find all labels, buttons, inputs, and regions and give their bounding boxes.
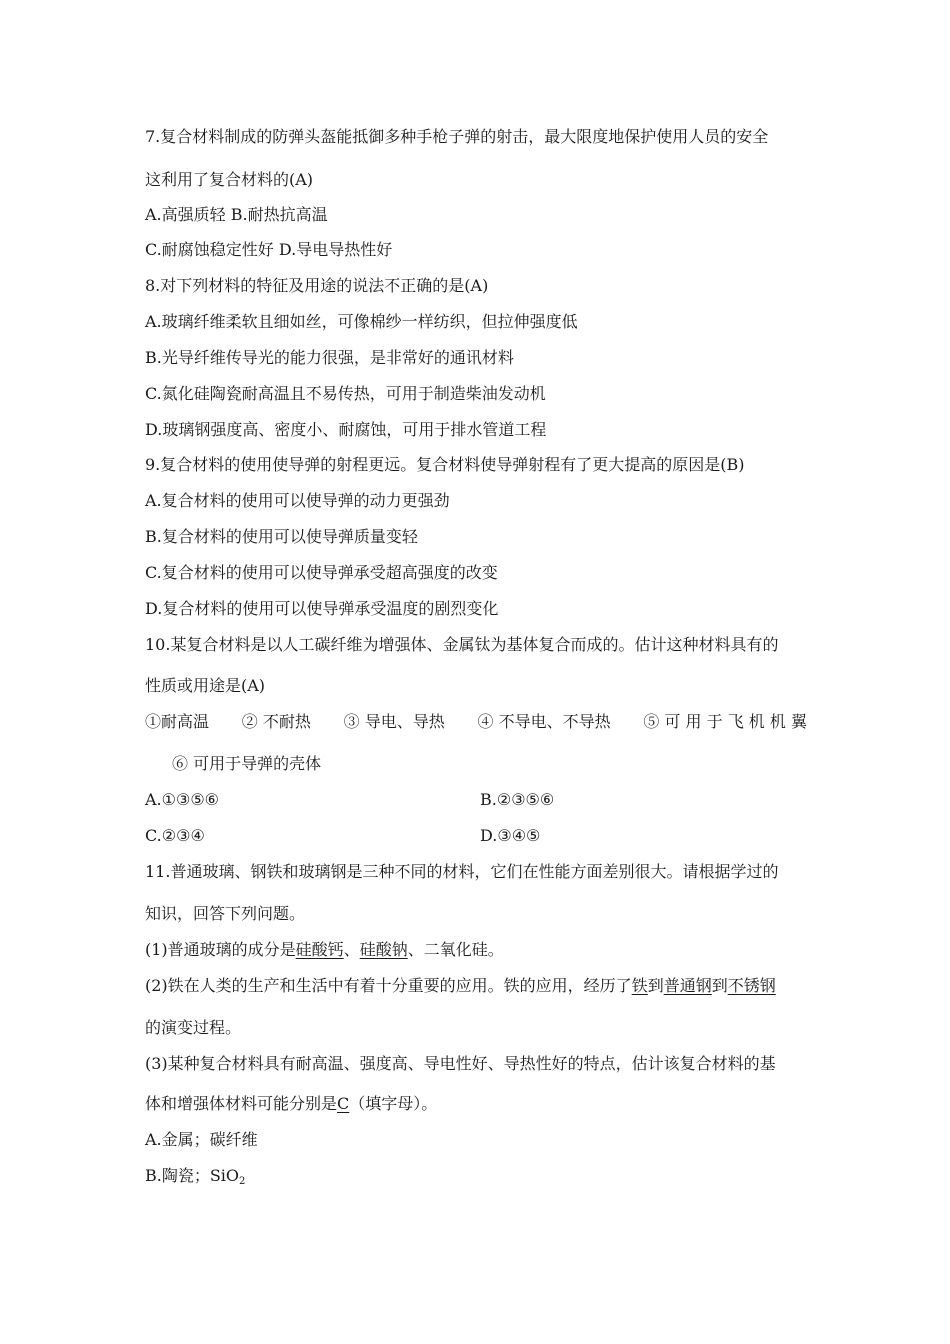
q10-item-1: ①耐高温 [145,712,210,731]
q10-item-4: ④ 不导电、不导热 [477,712,611,731]
q10-option-d: D.③④⑤ [480,826,541,845]
q11-stem-line2: 知识，回答下列问题。 [145,904,306,923]
q7-stem-line2: 这利用了复合材料的(A) [145,170,314,189]
q7-options-cd: C.耐腐蚀稳定性好 D.导电导热性好 [145,240,393,259]
q10-option-c: C.②③④ [145,826,205,845]
q11-part1-answer-2: 硅酸钠 [359,940,408,959]
q9-option-a: A.复合材料的使用可以使导弹的动力更强劲 [145,491,450,510]
q9-option-b: B.复合材料的使用可以使导弹质量变轻 [145,527,418,546]
q10-item-2: ② 不耐热 [241,712,311,731]
q11-part2-line2: 的演变过程。 [145,1018,242,1037]
q10-item-5: ⑤ 可 用 于 飞 机 机 翼 [643,712,807,731]
q10-option-a: A.①③⑤⑥ [145,790,220,809]
q8-option-b: B.光导纤维传导光的能力很强，是非常好的通讯材料 [145,348,514,367]
q8-option-d: D.玻璃钢强度高、密度小、耐腐蚀，可用于排水管道工程 [145,420,547,439]
q11-part3-line1: (3)某种复合材料具有耐高温、强度高、导电性好、导热性好的特点，估计该复合材料的基 [145,1054,776,1073]
q9-option-d: D.复合材料的使用可以使导弹承受温度的剧烈变化 [145,599,499,618]
q11-part3-line2: 体和增强体材料可能分别是C（填字母）。 [145,1094,438,1113]
q11-stem-line1: 11.普通玻璃、钢铁和玻璃钢是三种不同的材料，它们在性能方面差别很大。请根据学过的 [145,862,779,881]
q11-option-b: B.陶瓷；SiO$_2$ [145,1166,246,1187]
q10-property-list [145,712,807,732]
q11-part2-answer-3: 不锈钢 [727,976,776,995]
q9-stem: 9.复合材料的使用使导弹的射程更远。复合材料使导弹射程有了更大提高的原因是(B) [145,455,745,474]
q8-option-a: A.玻璃纤维柔软且细如丝，可像棉纱一样纺织，但拉伸强度低 [145,312,578,331]
q11-part3-answer: C [337,1094,350,1113]
q11-option-a: A.金属；碳纤维 [145,1130,258,1149]
q8-option-c: C.氮化硅陶瓷耐高温且不易传热，可用于制造柴油发动机 [145,384,546,403]
q11-part2-line1: (2)铁在人类的生产和生活中有着十分重要的应用。铁的应用，经历了铁到普通钢到不锈钢 [145,976,776,995]
q10-item-3: ③ 导电、导热 [343,712,445,731]
q7-stem-line1: 7.复合材料制成的防弹头盔能抵御多种手枪子弹的射击，最大限度地保护使用人员的安全 [145,127,769,146]
q8-stem: 8.对下列材料的特征及用途的说法不正确的是(A) [145,276,489,295]
q11-part1-answer-1: 硅酸钙 [295,940,344,959]
q9-option-c: C.复合材料的使用可以使导弹承受超高强度的改变 [145,563,498,582]
q10-stem-line2: 性质或用途是(A) [145,676,266,695]
q11-part2-answer-2: 普通钢 [663,976,712,995]
q10-item-6: ⑥ 可用于导弹的壳体 [172,754,322,773]
q11-part1: (1)普通玻璃的成分是硅酸钙、硅酸钠、二氧化硅。 [145,940,504,959]
q10-stem-line1: 10.某复合材料是以人工碳纤维为增强体、金属钛为基体复合而成的。估计这种材料具有的 [145,635,779,654]
q7-options-ab: A.高强质轻 B.耐热抗高温 [145,205,328,224]
q11-part2-answer-1: 铁 [631,976,648,995]
q10-option-b: B.②③⑤⑥ [480,790,555,809]
